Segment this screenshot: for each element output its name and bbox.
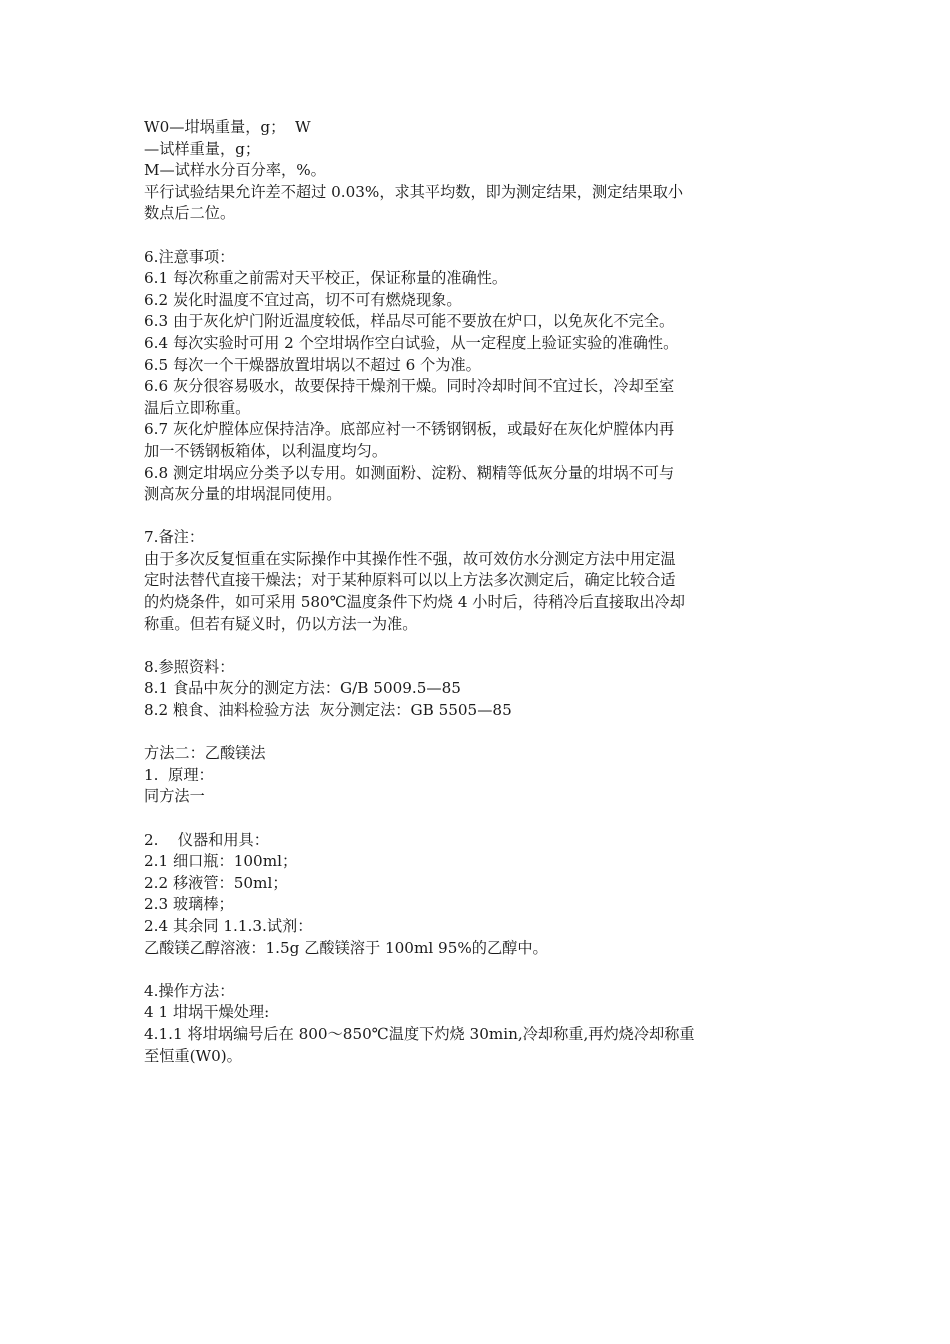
text-line: 8.2 粮食、油料检验方法 灰分测定法：GB 5505—85 xyxy=(144,701,512,720)
text-line: 6.3 由于灰化炉门附近温度较低，样品尽可能不要放在炉口，以免灰化不完全。 xyxy=(144,312,675,331)
precautions-section xyxy=(144,247,812,506)
references-section xyxy=(144,657,812,722)
text-line: 定时法替代直接干燥法；对于某种原料可以以上方法多次测定后，确定比较合适 xyxy=(144,571,676,590)
method-two-section xyxy=(144,743,812,808)
text-line: 至恒重(W0)。 xyxy=(144,1046,242,1065)
text-line: 6.7 灰化炉膛体应保持洁净。底部应衬一不锈钢钢板，或最好在灰化炉膛体内再 xyxy=(144,420,675,439)
text-line: 6.4 每次实验时可用 2 个空坩埚作空白试验，从一定程度上验证实验的准确性。 xyxy=(144,333,679,352)
text-line: 6.6 灰分很容易吸水，故要保持干燥剂干燥。同时冷却时间不宜过长，冷却至室 xyxy=(144,377,675,396)
paragraph-gap xyxy=(144,506,812,528)
section-heading: 2. 仪器和用具： xyxy=(144,830,269,849)
paragraph-gap xyxy=(144,635,812,657)
text-line: 数点后二位。 xyxy=(144,204,236,223)
paragraph-gap xyxy=(144,808,812,830)
text-line: 2.2 移液管：50ml； xyxy=(144,873,288,892)
text-line: 乙酸镁乙醇溶液：1.5g 乙酸镁溶于 100ml 95%的乙醇中。 xyxy=(144,938,548,957)
text-line: 称重。但若有疑义时，仍以方法一为准。 xyxy=(144,614,418,633)
remarks-section xyxy=(144,527,812,635)
text-line: 测高灰分量的坩埚混同使用。 xyxy=(144,485,342,504)
paragraph-gap xyxy=(144,959,812,981)
apparatus-section xyxy=(144,830,812,960)
text-line: —试样重量，g； xyxy=(144,139,261,158)
section-heading: 8.参照资料： xyxy=(144,657,235,676)
text-line: 8.1 食品中灰分的测定方法：G/B 5009.5—85 xyxy=(144,679,461,698)
text-line: 由于多次反复恒重在实际操作中其操作性不强，故可效仿水分测定方法中用定温 xyxy=(144,549,676,568)
section-heading: 7.备注： xyxy=(144,528,205,547)
section-heading: 4.操作方法： xyxy=(144,981,235,1000)
text-line: 温后立即称重。 xyxy=(144,398,251,417)
text-line: 6.2 炭化时温度不宜过高，切不可有燃烧现象。 xyxy=(144,290,462,309)
text-line: M—试样水分百分率，%。 xyxy=(144,161,326,180)
procedure-section xyxy=(144,981,812,1067)
text-line: 平行试验结果允许差不超过 0.03%，求其平均数，即为测定结果，测定结果取小 xyxy=(144,182,684,201)
document-page xyxy=(144,117,812,1067)
text-line: 6.8 测定坩埚应分类予以专用。如测面粉、淀粉、糊精等低灰分量的坩埚不可与 xyxy=(144,463,675,482)
text-line: 6.5 每次一个干燥器放置坩埚以不超过 6 个为准。 xyxy=(144,355,481,374)
text-line: 6.1 每次称重之前需对天平校正，保证称量的准确性。 xyxy=(144,269,508,288)
text-line: 同方法一 xyxy=(144,787,205,806)
section-heading: 6.注意事项： xyxy=(144,247,235,266)
text-line: 加一不锈钢板箱体，以利温度均匀。 xyxy=(144,441,387,460)
text-line: 2.1 细口瓶：100ml； xyxy=(144,852,298,871)
paragraph-gap xyxy=(144,225,812,247)
text-line: W0—坩埚重量，g； W xyxy=(144,118,311,136)
text-line: 2.4 其余同 1.1.3.试剂： xyxy=(144,916,313,935)
text-line: 的灼烧条件，如可采用 580℃温度条件下灼烧 4 小时后，待稍冷后直接取出冷却 xyxy=(144,593,685,612)
text-line: 4 1 坩埚干燥处理: xyxy=(144,1003,270,1022)
paragraph-gap xyxy=(144,722,812,744)
formula-legend-section xyxy=(144,117,812,225)
section-heading: 方法二：乙酸镁法 xyxy=(144,744,266,763)
text-line: 2.3 玻璃棒； xyxy=(144,895,234,914)
text-line: 1. 原理： xyxy=(144,765,214,784)
text-line: 4.1.1 将坩埚编号后在 800～850℃温度下灼烧 30min,冷却称重,再灼烧冷却称重 xyxy=(144,1024,695,1043)
